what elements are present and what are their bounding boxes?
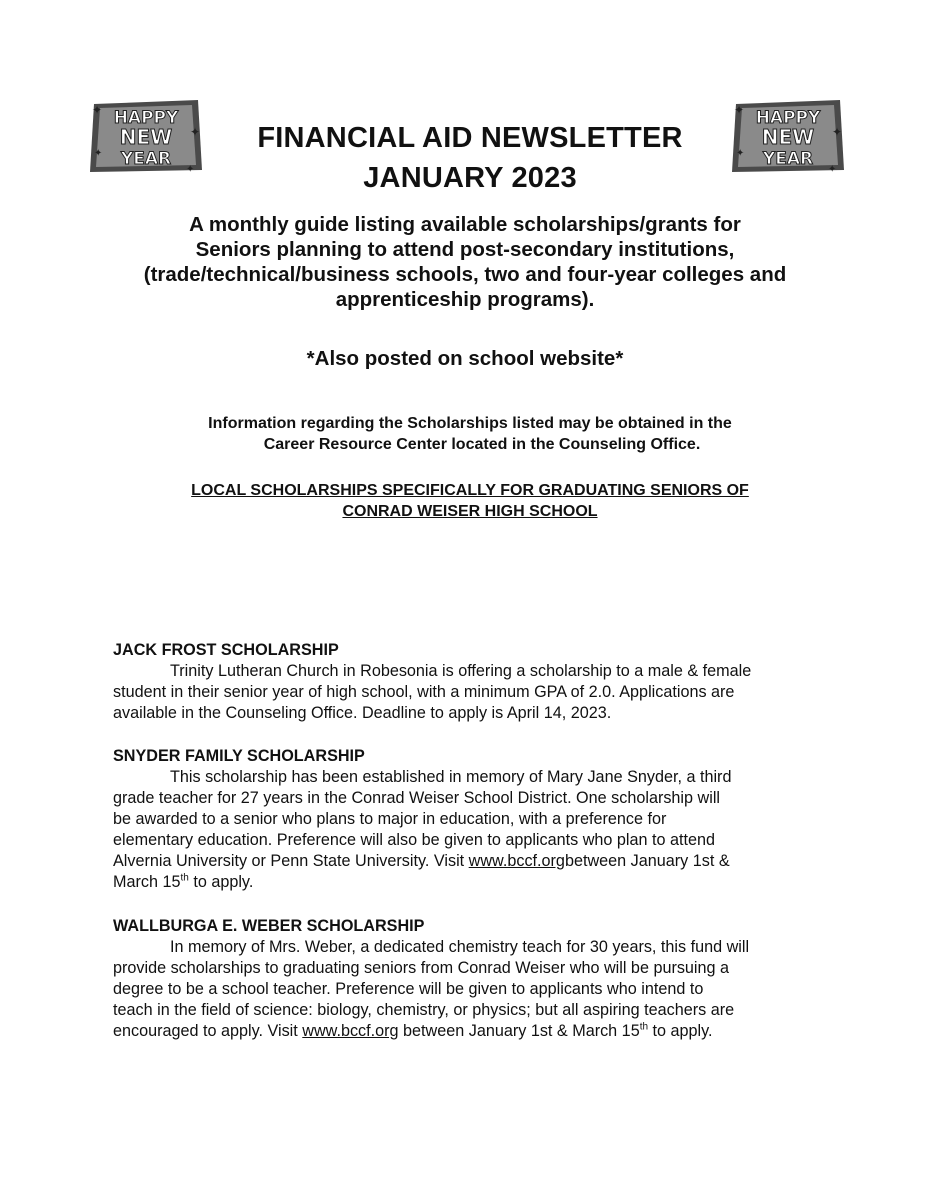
scholarship-line: provide scholarships to graduating seniors from Conrad Weiser who will be pursuing a: [113, 959, 730, 977]
local-scholarships-heading: [110, 480, 830, 522]
scholarship-line-text: encouraged to apply. Visit: [113, 1022, 303, 1040]
happy-new-year-badge-right: [728, 96, 848, 176]
local-heading-line: LOCAL SCHOLARSHIPS SPECIFICALLY FOR GRADUATING SENIORS OF: [191, 482, 749, 499]
scholarship-jack-frost: [113, 640, 813, 724]
svg-text:✦: ✦: [186, 164, 195, 175]
info-line: Career Resource Center located in the Counseling Office.: [263, 436, 701, 453]
svg-text:✦: ✦: [736, 148, 745, 159]
scholarship-line-text: Alvernia University or Penn State University. Visit: [113, 852, 469, 870]
scholarship-line: student in their senior year of high school, with a minimum GPA of 2.0. Applications are: [113, 683, 735, 701]
badge-word-3: YEAR: [120, 149, 172, 169]
scholarship-line-text: between January 1st & March 15: [398, 1022, 640, 1040]
deadline-text: March 15: [113, 873, 181, 891]
svg-text:✦: ✦: [828, 164, 837, 175]
scholarship-line: [113, 872, 813, 893]
badge-word-2: NEW: [761, 125, 815, 149]
info-line: Information regarding the Scholarships listed may be obtained in the: [208, 415, 732, 432]
svg-text:✦: ✦: [832, 125, 843, 139]
local-heading-line: CONRAD WEISER HIGH SCHOOL: [342, 503, 598, 520]
bccf-link[interactable]: www.bccf.org: [468, 852, 565, 870]
scholarship-line: grade teacher for 27 years in the Conrad Weiser School District. One scholarship will: [113, 789, 721, 807]
scholarship-snyder-family: [113, 746, 813, 893]
bccf-link[interactable]: www.bccf.org: [302, 1022, 399, 1040]
scholarship-title: WALLBURGA E. WEBER SCHOLARSHIP: [113, 917, 425, 935]
scholarship-line: teach in the field of science: biology, chemistry, or physics; but all aspiring teachers are: [113, 1001, 735, 1019]
ordinal-suffix: th: [639, 1021, 649, 1033]
scholarship-line: This scholarship has been established in memory of Mary Jane Snyder, a third: [170, 768, 732, 786]
scholarship-line-with-link: [113, 851, 813, 872]
svg-text:✦: ✦: [190, 125, 201, 139]
badge-word-1: HAPPY: [755, 108, 821, 128]
scholarship-line: available in the Counseling Office. Deadline to apply is April 14, 2023.: [113, 704, 612, 722]
svg-text:✦: ✦: [92, 103, 103, 117]
scholarship-title: SNYDER FAMILY SCHOLARSHIP: [113, 747, 365, 765]
happy-new-year-badge-left: [86, 96, 206, 176]
newsletter-title: [220, 118, 720, 198]
intro-line: apprenticeship programs).: [335, 288, 595, 311]
scholarship-line: degree to be a school teacher. Preference will be given to applicants who intend to: [113, 980, 704, 998]
info-paragraph: [110, 413, 830, 455]
svg-text:✦: ✦: [734, 103, 745, 117]
scholarship-line: be awarded to a senior who plans to major in education, with a preference for: [113, 810, 667, 828]
scholarship-line: elementary education. Preference will also be given to applicants who plan to attend: [113, 831, 716, 849]
title-line-2: JANUARY 2023: [363, 162, 577, 194]
ordinal-suffix: th: [180, 872, 189, 884]
scholarship-title: JACK FROST SCHOLARSHIP: [113, 641, 339, 659]
scholarship-line-text: to apply.: [648, 1022, 713, 1040]
website-posting-note: *Also posted on school website*: [306, 347, 624, 370]
title-line-1: FINANCIAL AID NEWSLETTER: [257, 122, 683, 154]
intro-paragraph: [110, 212, 820, 312]
intro-line: Seniors planning to attend post-secondary institutions,: [195, 238, 735, 261]
scholarship-line: Trinity Lutheran Church in Robesonia is offering a scholarship to a male & female: [170, 662, 752, 680]
intro-line: A monthly guide listing available scholarships/grants for: [189, 213, 741, 236]
badge-word-1: HAPPY: [113, 108, 179, 128]
scholarship-line: In memory of Mrs. Weber, a dedicated chemistry teach for 30 years, this fund will: [170, 938, 750, 956]
happy-new-year-icon: [86, 96, 206, 176]
badge-word-2: NEW: [119, 125, 173, 149]
deadline-text: to apply.: [188, 873, 254, 891]
happy-new-year-icon: [728, 96, 848, 176]
svg-text:✦: ✦: [94, 148, 103, 159]
badge-word-3: YEAR: [762, 149, 814, 169]
scholarship-line-with-link: [113, 1021, 813, 1042]
scholarship-line-text: between January 1st &: [564, 852, 730, 870]
intro-line: (trade/technical/business schools, two and four-year colleges and: [143, 263, 787, 286]
scholarship-wallburga-weber: [113, 916, 813, 1042]
